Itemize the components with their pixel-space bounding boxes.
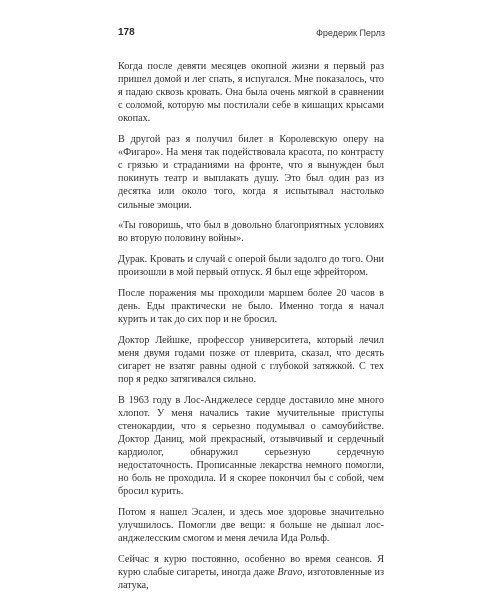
text-body: [118, 60, 384, 600]
running-header: [118, 27, 385, 43]
text-run: После поражения мы проходили маршем более 20 часов в день. Еды практически не было. Именно тогда я начал курить и так до сих пор и не бросил.: [118, 287, 384, 325]
paragraph-p8: [118, 506, 384, 545]
italic-run: Bravo: [277, 566, 303, 578]
paragraph-p3: [118, 219, 384, 245]
text-run: Доктор Лейшке, профессор университета, который лечил меня двумя годами позже от плеврита, сказал, что десять сигарет не взатяг равны одной с глубокой затяжкой. С тех пор я редко затягивался сильно.: [118, 334, 384, 385]
text-run: Сейчас я курю постоянно, особенно во время сеансов. Я курю слабые сигареты, иногда даже: [118, 553, 384, 578]
text-run: Потом я нашел Эсален, и здесь мое здоровье значительно улучшилось. Помогли две вещи: я больше не дышал лос-анджелесским смогом и меня лечила Ида Рольф.: [118, 506, 384, 545]
paragraph-p2: [118, 133, 384, 212]
text-run: В 1963 году в Лос-Анджелесе сердце доставило мне много хлопот. У меня начались такие мучительные приступы стенокардии, что я серьезно подумывал о самоубийстве. Доктор Даниц, мой прекрасный, отзывчивый и сердечный кардиолог, обнаружил серьезную сердечную недостаточность. Прописанные лекарства немного помогли, но боль не проходила. И я скорее покончил бы с собой, чем бросил курить.: [118, 394, 384, 498]
text-run: В другой раз я получил билет в Королевскую оперу на «Фигаро». На меня так подействовала красота, по контрасту с грязью и страданиями на фронте, что я вынужден был покинуть театр и выплакать душу. Это был один раз из десятка или около того, когда я испытывал настолько сильные эмоции.: [118, 134, 384, 211]
text-run: , изготовленные из латука,: [118, 566, 384, 592]
text-run: «Ты говоришь, что был в довольно благоприятных условиях во вторую половину войны».: [118, 220, 384, 245]
paragraph-p1: [118, 60, 384, 125]
paragraph-p7: [118, 394, 384, 499]
paragraph-p5: [118, 287, 384, 326]
text-run: Когда после девяти месяцев окопной жизни я первый раз пришел домой и лег спать, я испугался. Мне показалось, что я падаю сквозь кровать. Она была очень мягкой в сравнении с соломой, которую мы постилали себе в кишащих крысами окопах.: [118, 61, 384, 125]
running-title: Фредерик Перлз: [316, 28, 385, 38]
page-number: 178: [118, 27, 135, 38]
paragraph-p6: [118, 334, 384, 386]
paragraph-p9: [118, 553, 384, 592]
text-run: Дурак. Кровать и случай с оперой были задолго до того. Они произошли в мой первый отпуск. Я был еще эфрейтором.: [118, 254, 384, 279]
paragraph-p4: [118, 253, 384, 279]
